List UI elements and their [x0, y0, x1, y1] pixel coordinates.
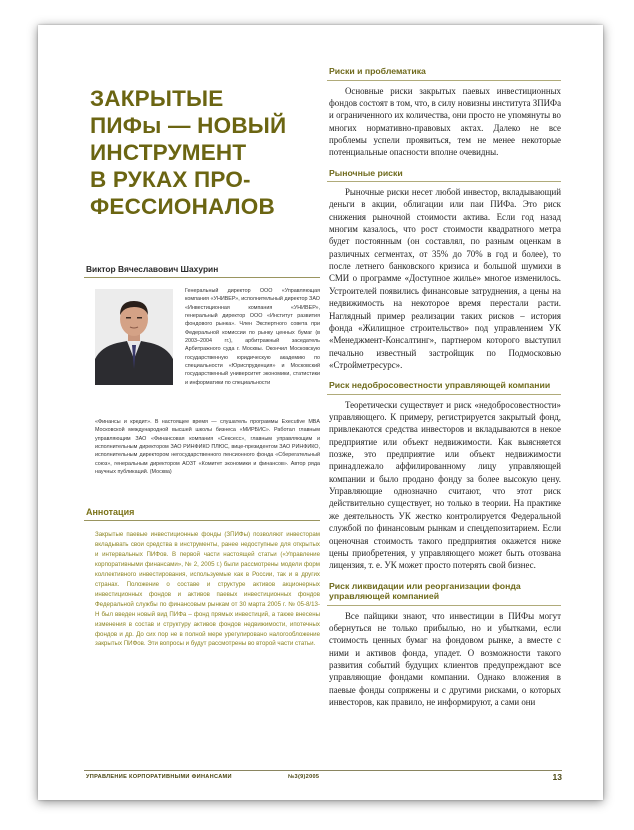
divider [327, 181, 561, 182]
body-paragraph: Теоретически существует и риск «недобросовестности» управляющего. К примеру, регистрируется закрытый фонд, привлекаются средства инвесторов и вкладываются в некое предприятие или объект недвижимости. Как выясняется позже, это предприятие или объект недвижимости принадлежало аффилированному лицу управляющей компании и было продано фонду за более высокую цену. Управляющие однозначно считают, что этот риск действительно существует, но только в теории. На практике же деятельность УК жестко контролируется Федеральной службой по финансовым рынкам и спецдепозитарием. Если оценочная стоимость такого предприятия окажется ниже цены приобретения, у управляющего может быть отозвана лицензия, т. е. УК может просто потерять свой бизнес. [329, 399, 561, 571]
bio-text-top: Генеральный директор ООО «Управляющая компания «УНИВЕР», исполнительный директор ЗАО «Инвестиционная компания «УНИВЕР», генеральный директор ООО «Институт развития фондового рынка». Член Экспертного совета при Федеральной комиссии по рынку ценных бумаг (в 2003–2004 гг.), арбитражный заседатель Арбитражного суда г. Москвы. Окончил Московскую государственную юридическую академию по специальности «Юриспруденция» и Московский государственный университет экономики, статистики и информатики по специальности [185, 288, 320, 386]
section-liquidation-risk [327, 581, 561, 709]
section-heading: Рыночные риски [329, 167, 403, 178]
title-line: ИНСТРУМЕНТ [90, 140, 247, 165]
section-heading: Риск недобросовестности управляющей компании [329, 380, 551, 391]
footer-issue: №3(9)2005 [288, 774, 320, 780]
divider [327, 80, 561, 81]
body-paragraph: Рыночные риски несет любой инвестор, вкладывающий деньги в акции, облигации или паи ПИФа. Это риск снижения рыночной стоимости актива. Если год назад многим казалось, что рост стоимости квадратного метра будет постоянным (он составлял, по разным оценкам в различных сегментах, от 35% до 70% в год и более), то после летнего банковского кризиса и большой шумихи в СМИ о программе «Доступное жилье» многое изменилось. Устроителей появились финансовые затруднения, а цены на недвижимость на некоторое время перестали расти. Наглядный пример реализации таких рисков – история фонда «Жилищное строительство» под управлением УК «Менеджмент-Консалтинг», партнером которого выступил печально известный застройщик по Подмосковью «Стройметресурс». [329, 187, 561, 370]
annotation-text: Закрытые паевые инвестиционные фонды (ЗПИФы) позволяют инвесторам вкладывать свои средства в инструменты, ранее недоступные для открытых и интервальных ПИФов. В первой части настоящей статьи («Управление корпоративными финансами», № 2, 2005 г.) были рассмотрены модели форм коллективного инвестирования, используемые как в России, так и в других странах. Положение о составе и структуре активов акционерных инвестиционных фондов и активов паевых инвестиционных фондов Федеральной службы по финансовым рынкам от 30 марта 2005 г. № 05-8/13-Н был введен новый вид ПИФа – фонд прямых инвестиций, а также внесены изменения в состав и структуру активов фондов недвижимости, ипотечных фондов и др. До сих пор не в полной мере урегулировано налогообложение закрытых ПИФов. Эти вопросы и будут рассмотрены во второй части статьи. [95, 531, 320, 648]
magazine-page [38, 25, 603, 800]
title-line: ПИФы — НОВЫЙ [90, 113, 287, 138]
section-heading: Риски и проблематика [329, 66, 426, 76]
author-bio [84, 285, 320, 497]
title-line: В РУКАХ ПРО- [90, 167, 251, 192]
page-number: 13 [552, 772, 562, 782]
bio-text-bottom: «Финансы и кредит». В настоящее время — слушатель программы Executive MBA Московской международной высшей школы бизнеса «МИРБИС». Работал главным управляющим ЗАО «Финансовая компания «Сексесс», главным управляющим и исполнительным директором ЗАО РИНФИКО ПЛЮС, вице-президентом ЗАО РИНФИКО, исполнительным директором негосударственного пенсионного фонда «Сберегательный союз», генеральным директором АОЗТ «Комитет экономики и финансов». Автор ряда научных публикаций. (Москва) [95, 419, 320, 476]
divider [84, 277, 320, 278]
article-title [90, 85, 320, 220]
body-paragraph: Все пайщики знают, что инвестиции в ПИФы могут обернуться не только прибылью, но и убытками, если стоимость ценных бумаг на фондовом рынке, а вместе с ними и активов фонда, упадет. О возможности такого развития событий будущих клиентов предупреждают все управляющие фондами компании. Однако вложения в паевые фонды сопряжены и с другими рисками, о которых инвесторов, как правило, не информируют, а сами они [329, 610, 561, 707]
section-dishonesty-risk [327, 380, 561, 571]
annotation-heading: Аннотация [86, 507, 135, 517]
divider [327, 394, 561, 395]
footer-journal-name: УПРАВЛЕНИЕ КОРПОРАТИВНЫМИ ФИНАНСАМИ [86, 774, 232, 780]
portrait-image [95, 289, 173, 385]
author-photo [95, 289, 173, 385]
section-risks [327, 66, 561, 159]
section-market-risks [327, 168, 561, 372]
right-column [327, 66, 561, 708]
title-line: ФЕССИОНАЛОВ [90, 194, 275, 219]
section-heading: Риск ликвидации или реорганизации фонда управляющей компанией [329, 580, 521, 602]
divider [327, 605, 561, 606]
title-line: ЗАКРЫТЫЕ [90, 86, 224, 111]
body-paragraph: Основные риски закрытых паевых инвестиционных фондов состоят в том, что, в силу новизны института ЗПИФа и ограниченного их количества, они просто не упомянуты во многих нормативно-правовых актах. Далеко не все проблемы успели проявиться, тем не менее некоторые потенциальные опасности вполне очевидны. [329, 85, 562, 158]
author-name: Виктор Вячеславович Шахурин [86, 264, 219, 274]
divider [84, 520, 320, 521]
left-column [84, 71, 320, 649]
footer-divider [84, 770, 562, 771]
